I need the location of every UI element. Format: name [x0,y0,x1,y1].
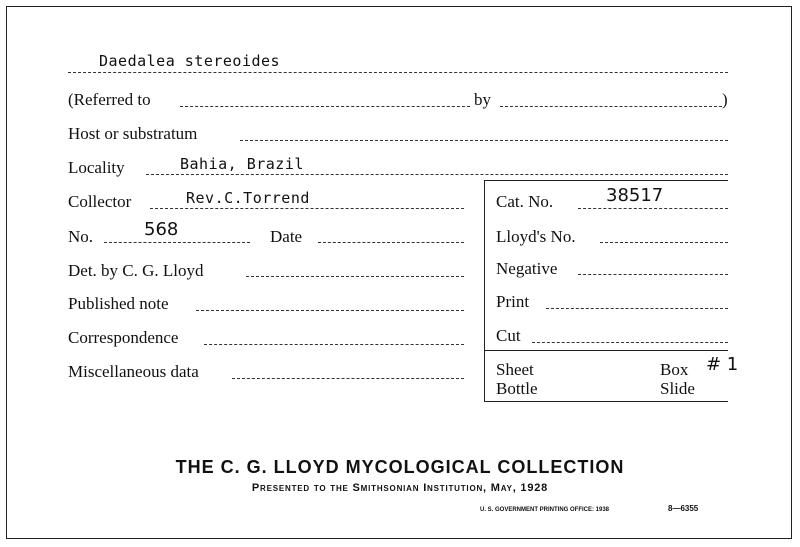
cat-no-value: 38517 [606,185,664,206]
cut-line [532,342,728,343]
referred-to-line [180,106,470,107]
collector-line [150,208,464,209]
form-number: 8—6355 [668,504,699,513]
cut-label: Cut [496,326,521,345]
print-label: Print [496,292,530,311]
species-name: Daedalea stereoides [99,52,281,70]
print-line [546,308,728,309]
locality-value: Bahia, Brazil [180,155,304,173]
bottle-label: Bottle [496,379,538,398]
misc-data-line [232,378,464,379]
lloyds-no-line [600,242,728,243]
right-box-left [484,180,485,402]
no-line [104,242,250,243]
species-line [68,72,728,73]
cat-no-line [578,208,728,209]
correspondence-label: Correspondence [68,328,179,347]
date-line [318,242,464,243]
box-label: Box [660,360,689,379]
collector-value: Rev.C.Torrend [186,189,310,207]
host-label: Host or substratum [68,124,198,143]
right-box-top [484,180,728,181]
collection-title: THE C. G. LLOYD MYCOLOGICAL COLLECTION [175,457,625,477]
by-line [500,106,722,107]
referred-close-paren: ) [722,90,728,109]
negative-line [578,274,728,275]
published-note-label: Published note [68,294,169,313]
no-value: 568 [144,219,179,240]
slide-label: Slide [660,379,695,398]
no-label: No. [68,227,94,246]
by-label: by [474,90,491,109]
sheet-label: Sheet [496,360,534,379]
date-label: Date [270,227,303,246]
locality-line [146,174,728,175]
box-value: # 1 [706,354,739,375]
referred-to-label: (Referred to [68,90,151,109]
negative-label: Negative [496,259,558,278]
locality-label: Locality [68,158,125,177]
right-box-divider [484,350,728,351]
published-note-line [196,310,464,311]
det-by-label: Det. by C. G. Lloyd [68,261,204,280]
misc-data-label: Miscellaneous data [68,362,199,381]
collection-subtitle: Presented to the Smithsonian Institution, May, 1928 [251,482,549,494]
cat-no-label: Cat. No. [496,192,554,211]
det-by-line [246,276,464,277]
lloyds-no-label: Lloyd's No. [496,227,576,246]
printing-office-note: U. S. GOVERNMENT PRINTING OFFICE: 1938 [480,507,610,513]
collector-label: Collector [68,192,132,211]
right-box-bottom [484,401,728,402]
host-line [240,140,728,141]
correspondence-line [204,344,464,345]
